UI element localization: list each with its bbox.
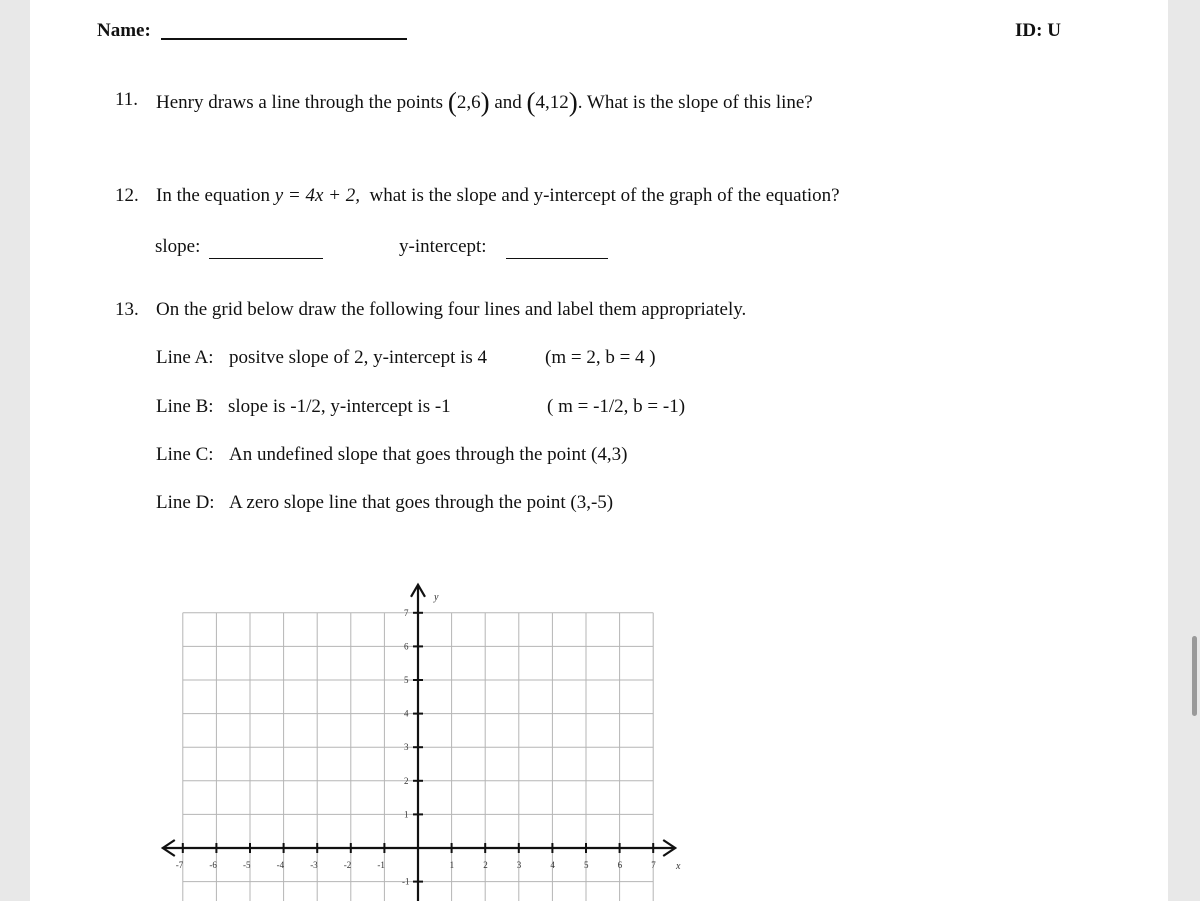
line-b-desc: slope is -1/2, y-intercept is -1 [228,396,451,417]
x-tick-label: -6 [209,860,217,870]
y-tick-label: -1 [402,876,410,887]
x-tick-label: 7 [651,860,656,870]
x-tick-label: -2 [343,860,352,870]
q12-equation: y = 4x + 2, [274,185,360,206]
q11-point2: 4,12 [535,92,569,113]
line-b-label: Line B: [156,396,214,417]
line-c-label: Line C: [156,444,214,465]
q11-point1: 2,6 [456,92,481,113]
y-intercept-label: y-intercept: [399,236,487,257]
x-tick-label: 5 [584,860,589,870]
q12-number: 12. [115,185,139,206]
x-tick-label: 6 [617,860,623,870]
y-tick-label: 7 [404,607,409,618]
line-a-desc: positve slope of 2, y-intercept is 4 [229,347,488,368]
y-axis-label: y [434,592,439,603]
line-d-desc: A zero slope line that goes through the point (3,-5) [229,492,614,513]
y-tick-label: 4 [404,708,409,719]
scrollbar-thumb[interactable] [1192,636,1197,716]
line-b-hint: ( m = -1/2, b = -1) [547,396,686,417]
slope-label: slope: [155,236,201,257]
q11-number: 11. [115,89,139,110]
x-tick-label: 1 [449,860,455,870]
q11-text-after: . What is the slope of this line? [577,92,813,113]
line-d-label: Line D: [156,492,215,513]
y-tick-label: 6 [404,641,409,652]
q12-text-before: In the equation [156,185,270,206]
axes [163,585,675,901]
y-tick-label: 5 [404,675,409,685]
q11-text-before: Henry draws a line through the points [156,92,444,113]
x-tick-label: 2 [483,860,488,870]
q11-text: Henry draws a line through the points (2,6) and (4,12). What is the slope of this line? [156,87,813,117]
line-c-desc: An undefined slope that goes through the point (4,3) [229,444,628,465]
id-label: ID: U [1015,20,1061,41]
q13-prompt: On the grid below draw the following four lines and label them appropriately. [156,299,747,320]
x-axis-label: x [676,861,681,872]
x-tick-label: -3 [310,860,318,870]
x-tick-label: -5 [243,860,251,870]
y-tick-label: 3 [404,742,409,753]
x-tick-label: -4 [276,860,285,870]
x-tick-label: 4 [550,860,555,870]
line-a-hint: (m = 2, b = 4 ) [545,347,656,368]
line-a-label: Line A: [156,347,214,368]
q12-text-after: what is the slope and y-intercept of the graph of the equation? [369,185,840,206]
x-tick-label: -1 [377,860,385,870]
q11-and: and [494,92,522,113]
q13-number: 13. [115,299,139,320]
y-tick-label: 1 [404,809,409,820]
name-label: Name: [97,20,151,41]
y-tick-label: 2 [404,775,409,786]
x-tick-label: -7 [175,860,184,870]
x-tick-label: 3 [516,860,522,870]
